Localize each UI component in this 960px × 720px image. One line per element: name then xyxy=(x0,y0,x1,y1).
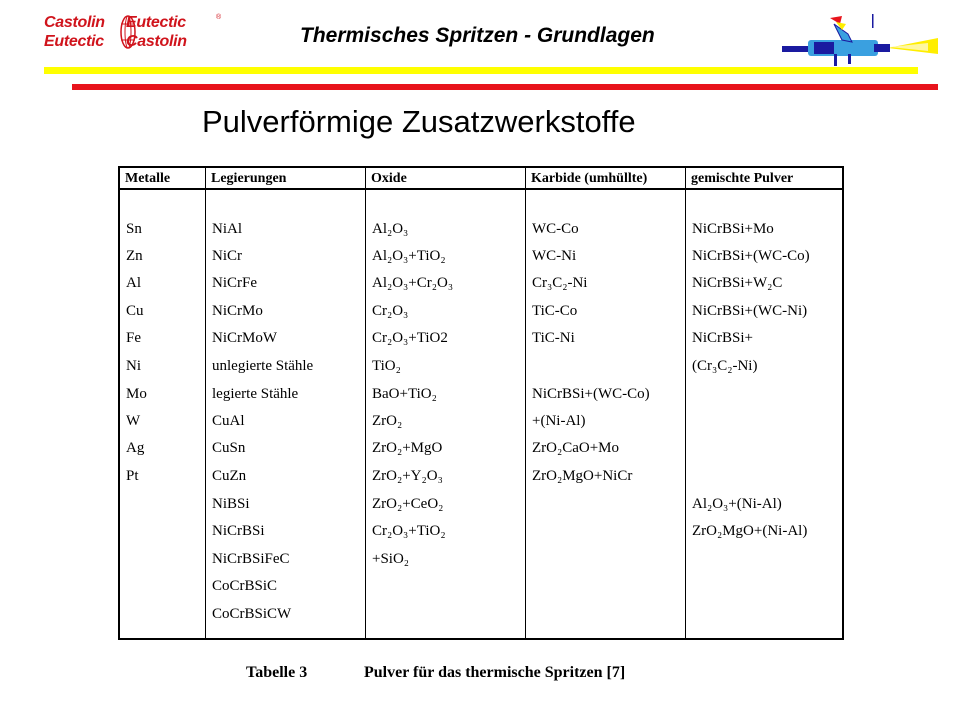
table-column-legierungen xyxy=(206,168,366,638)
table-cell: legierte Stähle xyxy=(212,386,299,402)
table-cell: Ni xyxy=(126,358,141,374)
table-cell: NiCrBSiFeC xyxy=(212,551,290,567)
table-cell: CoCrBSiCW xyxy=(212,606,292,622)
table-cell: NiCrBSi+(WC-Ni) xyxy=(692,303,808,319)
table-cell: Pt xyxy=(126,468,139,484)
table-cell: NiAl xyxy=(212,221,242,237)
column-header: Oxide xyxy=(366,168,525,190)
table-cell: WC-Co xyxy=(532,221,579,237)
column-header: Metalle xyxy=(120,168,205,190)
table-cell: Ag xyxy=(126,440,145,456)
table-cell: NiBSi xyxy=(212,496,250,512)
table-cell: +(Ni-Al) xyxy=(532,413,586,429)
table-cell: unlegierte Stähle xyxy=(212,358,314,374)
table-cell: ZrO₂MgO+NiCr xyxy=(532,468,633,484)
registered-mark: ® xyxy=(216,14,222,21)
table-cell: NiCrBSi+(WC-Co) xyxy=(532,386,650,402)
table-cell: CuSn xyxy=(212,440,246,456)
table-cell: +SiO₂ xyxy=(372,551,410,567)
table-cell: CuAl xyxy=(212,413,245,429)
table-cell: NiCrBSi+(WC-Co) xyxy=(692,248,810,264)
table-cell: TiO₂ xyxy=(372,358,401,374)
table-cell: NiCrBSi+W₂C xyxy=(692,275,783,291)
table-cell: Cu xyxy=(126,303,144,319)
table-cell: BaO+TiO₂ xyxy=(372,386,437,402)
table-cell: Al₂O₃+Cr₂O₃ xyxy=(372,275,454,291)
column-header: Karbide (umhüllte) xyxy=(526,168,685,190)
table-cell: W xyxy=(126,413,141,429)
table-cell: Cr₃C₂-Ni xyxy=(532,275,588,291)
table-column-karbide xyxy=(526,168,686,638)
table-cell: TiC-Co xyxy=(532,303,578,319)
table-cell: NiCr xyxy=(212,248,242,264)
table-cell: Fe xyxy=(126,330,141,346)
table-cell: CuZn xyxy=(212,468,247,484)
logo-word: Eutectic xyxy=(44,32,104,50)
table-cell: ZrO₂+CeO₂ xyxy=(372,496,444,512)
table-cell: (Cr₃C₂-Ni) xyxy=(692,358,758,374)
table-caption-text: Pulver für das thermische Spritzen [7] xyxy=(364,664,626,681)
header-title: Thermisches Spritzen - Grundlagen xyxy=(300,24,655,47)
table-cell: ZrO₂ xyxy=(372,413,403,429)
table-cell: TiC-Ni xyxy=(532,330,575,346)
castolin-eutectic-logo xyxy=(44,12,224,52)
table-cell: CoCrBSiC xyxy=(212,578,278,594)
table-column-metalle xyxy=(120,168,206,638)
table-cell: Zn xyxy=(126,248,143,264)
table-cell: Mo xyxy=(126,386,147,402)
logo-word: Castolin xyxy=(44,13,105,31)
table-cell: NiCrMo xyxy=(212,303,263,319)
table-cell: Al xyxy=(126,275,141,291)
table-cell: ZrO₂CaO+Mo xyxy=(532,440,620,456)
table-column-oxide xyxy=(366,168,526,638)
table-cell: NiCrBSi+ xyxy=(692,330,753,346)
header-divider-yellow xyxy=(44,67,918,74)
spray-gun-icon xyxy=(778,10,940,70)
slide-title: Pulverförmige Zusatzwerkstoffe xyxy=(202,104,636,139)
table-cell: ZrO₂+MgO xyxy=(372,440,443,456)
table-cell: Cr₂O₃ xyxy=(372,303,409,319)
table-cell: Cr₂O₃+TiO2 xyxy=(372,330,448,346)
table-cell: NiCrBSi+Mo xyxy=(692,221,774,237)
logo-word: Eutectic xyxy=(126,13,186,31)
table-cell: WC-Ni xyxy=(532,248,577,264)
column-header: gemischte Pulver xyxy=(686,168,842,190)
globe-icon xyxy=(120,14,136,50)
table-cell: ZrO₂+Y₂O₃ xyxy=(372,468,443,484)
table-column-gemischte-pulver xyxy=(686,168,842,638)
table-cell: Al₂O₃ xyxy=(372,221,409,237)
table-cell: Sn xyxy=(126,221,142,237)
table-cell: Al₂O₃+(Ni-Al) xyxy=(692,496,782,512)
table-caption-label: Tabelle 3 xyxy=(246,664,308,681)
table-cell: Al₂O₃+TiO₂ xyxy=(372,248,446,264)
table-cell: NiCrFe xyxy=(212,275,257,291)
table-cell: NiCrMoW xyxy=(212,330,277,346)
table-cell: NiCrBSi xyxy=(212,523,265,539)
table-cell: Cr₂O₃+TiO₂ xyxy=(372,523,446,539)
logo-word: Castolin xyxy=(126,32,187,50)
table-cell: ZrO₂MgO+(Ni-Al) xyxy=(692,523,808,539)
header-divider-red xyxy=(72,84,938,90)
powder-table xyxy=(118,166,844,640)
column-header: Legierungen xyxy=(206,168,365,190)
